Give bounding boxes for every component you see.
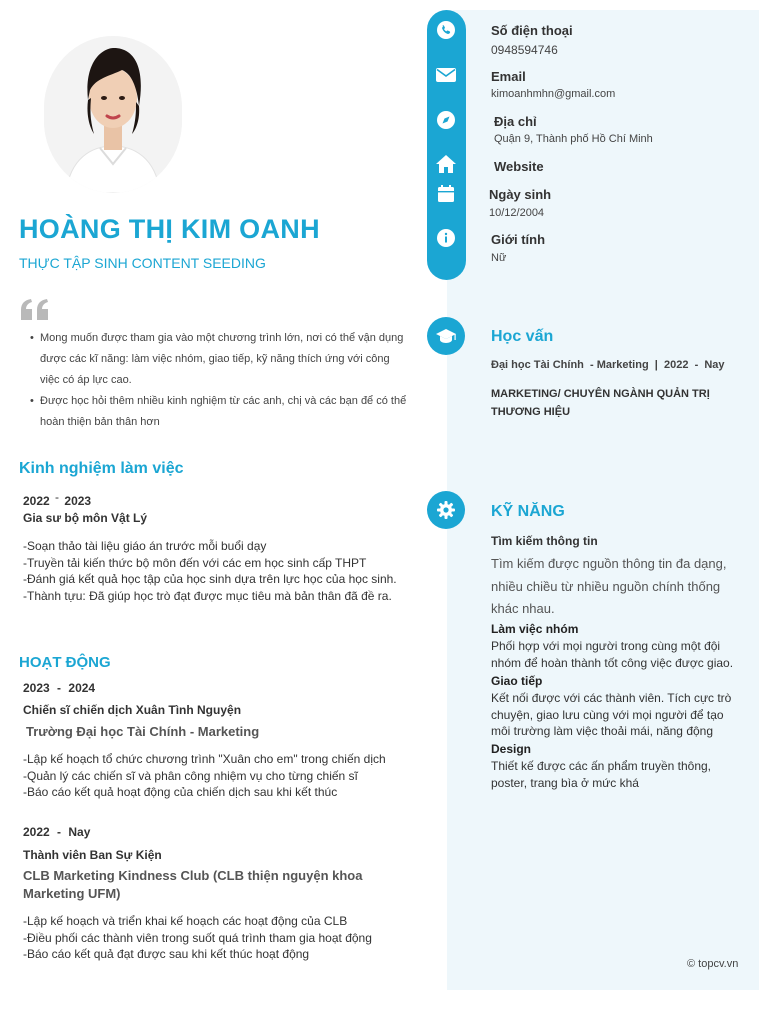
activity-date: 2023 - 2024	[23, 681, 96, 695]
experience-heading: Kinh nghiệm làm việc	[19, 460, 184, 477]
birthday-label: Ngày sinh	[489, 187, 552, 202]
activity-details	[23, 913, 413, 963]
education-school: Đại học Tài Chính - Marketing | 2022 - Nay	[491, 359, 725, 371]
footer-brand[interactable]: © topcv.vn	[687, 958, 739, 970]
objective-item: • Mong muốn được tham gia vào một chương trình lớn, nơi có thể vận dụng được các kĩ năng: làm việc nhóm, giao tiếp, kỹ năng thích ứng với công việc có áp lực cao.	[30, 328, 410, 391]
detail-line: -Truyền tải kiến thức bộ môn đến với các em học sinh cấp THPT	[23, 555, 367, 570]
activity-date: 2022 - Nay	[23, 825, 91, 839]
experience-date: 2022 - 2023	[23, 490, 92, 508]
education-heading: Học vấn	[491, 328, 554, 345]
detail-line: -Thành tựu: Đã giúp học trò đạt được mục tiêu mà bản thân đã đề ra.	[23, 588, 392, 603]
activity-org: CLB Marketing Kindness Club (CLB thiện nguyện khoa Marketing UFM)	[23, 868, 363, 901]
email-value[interactable]: kimoanhmhn@gmail.com	[491, 88, 616, 100]
detail-line: -Đánh giá kết quả học tập của học sinh dựa trên lực học của học sinh.	[23, 572, 397, 586]
address-label: Địa chỉ	[494, 114, 537, 129]
gear-icon	[427, 491, 465, 529]
skill-name: Giao tiếp	[491, 674, 543, 688]
email-label: Email	[491, 69, 526, 84]
home-icon	[435, 154, 457, 179]
gender-label: Giới tính	[491, 232, 546, 247]
quote-icon	[19, 298, 51, 327]
graduation-cap-icon	[427, 317, 465, 355]
objective-section	[30, 328, 410, 433]
skill-desc: Tìm kiếm được nguồn thông tin đa dạng, nhiều chiều từ nhiều nguồn chính thống khác nhau.	[491, 556, 727, 616]
phone-icon	[436, 20, 456, 45]
phone-value[interactable]: 0948594746	[491, 43, 558, 57]
detail-line: -Điều phối các thành viên trong suốt quá trình tham gia hoạt động	[23, 930, 372, 945]
skill-name: Làm việc nhóm	[491, 622, 579, 636]
gender-value: Nữ	[491, 252, 507, 264]
activity-org: Trường Đại học Tài Chính - Marketing	[26, 724, 260, 739]
detail-line: -Báo cáo kết quả đạt được sau khi kết thúc hoạt động	[23, 947, 310, 961]
mail-icon	[435, 66, 457, 89]
skill-desc: Phối hợp với mọi người trong cùng một đội nhóm để hoàn thành tốt công việc được giao.	[491, 639, 734, 670]
sidebar-panel	[447, 10, 759, 990]
activities-heading: HOẠT ĐỘNG	[19, 654, 111, 671]
detail-line: -Quản lý các chiến sĩ và phân công nhiệm vụ cho từng chiến sĩ	[23, 768, 358, 783]
birthday-value: 10/12/2004	[489, 207, 545, 219]
phone-label: Số điện thoại	[491, 23, 573, 38]
objective-item: • Được học hỏi thêm nhiều kinh nghiệm từ các anh, chị và các bạn để có thể hoàn thiện bản thân hơn	[30, 391, 410, 433]
job-title: THỰC TẬP SINH CONTENT SEEDING	[19, 255, 266, 271]
activity-role: Thành viên Ban Sự Kiện	[23, 848, 162, 862]
address-value: Quận 9, Thành phố Hồ Chí Minh	[494, 133, 653, 145]
skills-heading: KỸ NĂNG	[491, 503, 565, 520]
calendar-icon	[436, 184, 456, 209]
education-major: MARKETING/ CHUYÊN NGÀNH QUẢN TRỊ THƯƠNG HIỆU	[491, 388, 710, 418]
experience-details	[23, 538, 403, 604]
activity-details	[23, 751, 413, 801]
detail-line: -Soạn thảo tài liệu giáo án trước mỗi buổi dạy	[23, 539, 267, 553]
info-icon	[436, 228, 456, 253]
detail-line: -Báo cáo kết quả hoạt động của chiến dịch sau khi kết thúc	[23, 785, 338, 799]
skill-name: Tìm kiếm thông tin	[491, 534, 598, 548]
avatar	[44, 36, 182, 193]
skill-desc: Thiết kế được các ấn phẩm truyền thông, poster, trang bìa ở mức khá	[491, 759, 712, 790]
skill-name: Design	[491, 742, 532, 756]
website-label: Website	[494, 159, 544, 174]
detail-line: -Lập kế hoạch và triển khai kế hoạch các hoạt động của CLB	[23, 914, 348, 928]
candidate-name: HOÀNG THỊ KIM OANH	[19, 214, 320, 244]
compass-icon	[436, 110, 456, 135]
detail-line: -Lập kế hoạch tổ chức chương trình "Xuân cho em" trong chiến dịch	[23, 752, 386, 766]
skill-desc: Kết nối được với các thành viên. Tích cực trò chuyện, giao lưu cùng với mọi người để tạo môi trường làm việc thoải mái, năng động	[491, 691, 732, 738]
experience-role: Gia sư bộ môn Vật Lý	[23, 511, 148, 525]
activity-role: Chiến sĩ chiến dịch Xuân Tình Nguyện	[23, 703, 242, 717]
